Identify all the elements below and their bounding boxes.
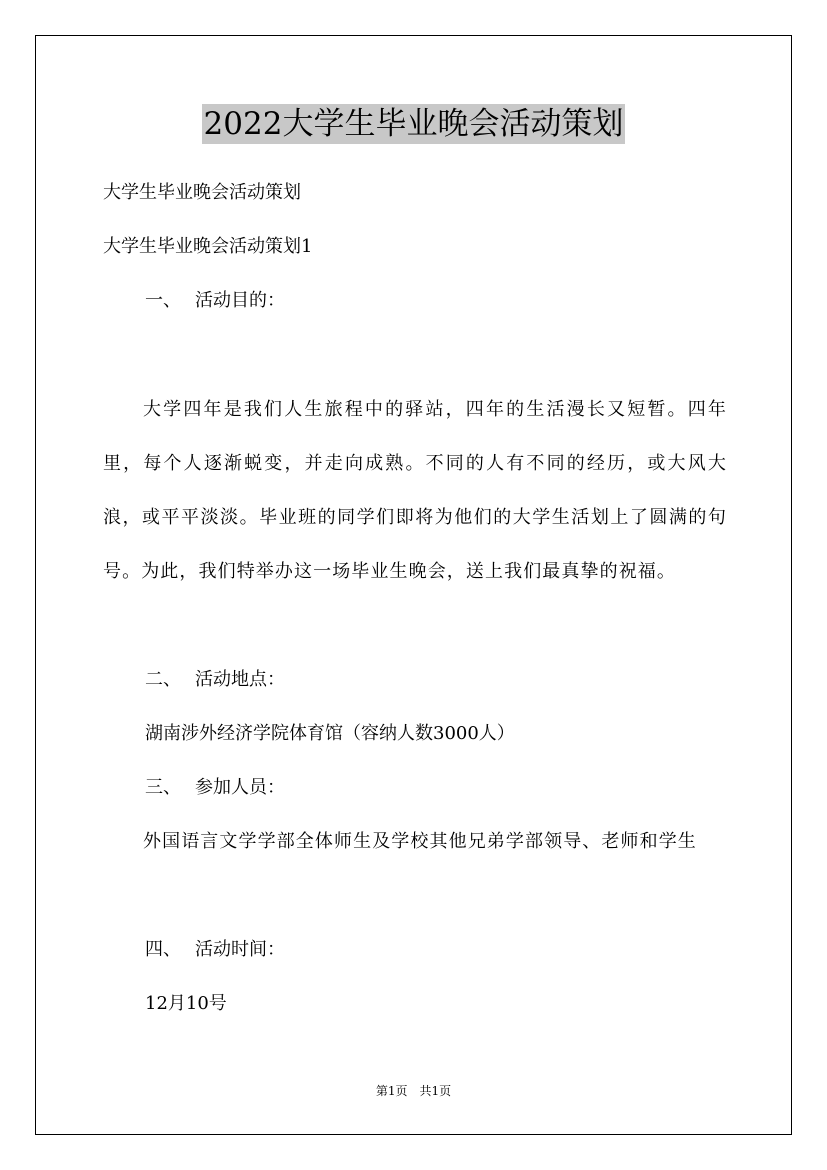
heading-participants [145,776,285,800]
title-container [0,104,827,144]
heading-purpose [145,289,285,313]
document-title: 2022大学生毕业晚会活动策划 [203,106,624,142]
heading-label: 活动地点： [195,669,285,690]
purpose-paragraph: 大学四年是我们人生旅程中的驿站，四年的生活漫长又短暂。四年里，每个人逐渐蜕变，并走向成熟。不同的人有不同的经历，或大风大浪，或平平淡淡。毕业班的同学们即将为他们的大学生活划上了圆满的句号。为此，我们特举办这一场毕业生晚会，送上我们最真挚的祝福。 [103,399,727,582]
heading-number: 二、 [145,669,181,690]
location-text: 湖南涉外经济学院体育馆（容纳人数3000人） [145,723,515,744]
time-text: 12月10号 [145,993,227,1014]
page-total: 共1页 [419,1084,452,1098]
section-title: 大学生毕业晚会活动策划1 [103,236,313,257]
heading-label: 参加人员： [195,777,285,798]
heading-number: 一、 [145,290,181,311]
participants-paragraph: 外国语言文学学部全体师生及学校其他兄弟学部领导、老师和学生 [143,831,697,852]
page-footer [0,1083,827,1099]
heading-label: 活动目的： [195,290,285,311]
heading-number: 四、 [145,939,181,960]
heading-label: 活动时间： [195,939,285,960]
heading-location [145,668,285,692]
subtitle-line: 大学生毕业晚会活动策划 [103,182,301,203]
heading-time [145,938,285,962]
heading-number: 三、 [145,777,181,798]
page-number: 第1页 [375,1084,408,1098]
